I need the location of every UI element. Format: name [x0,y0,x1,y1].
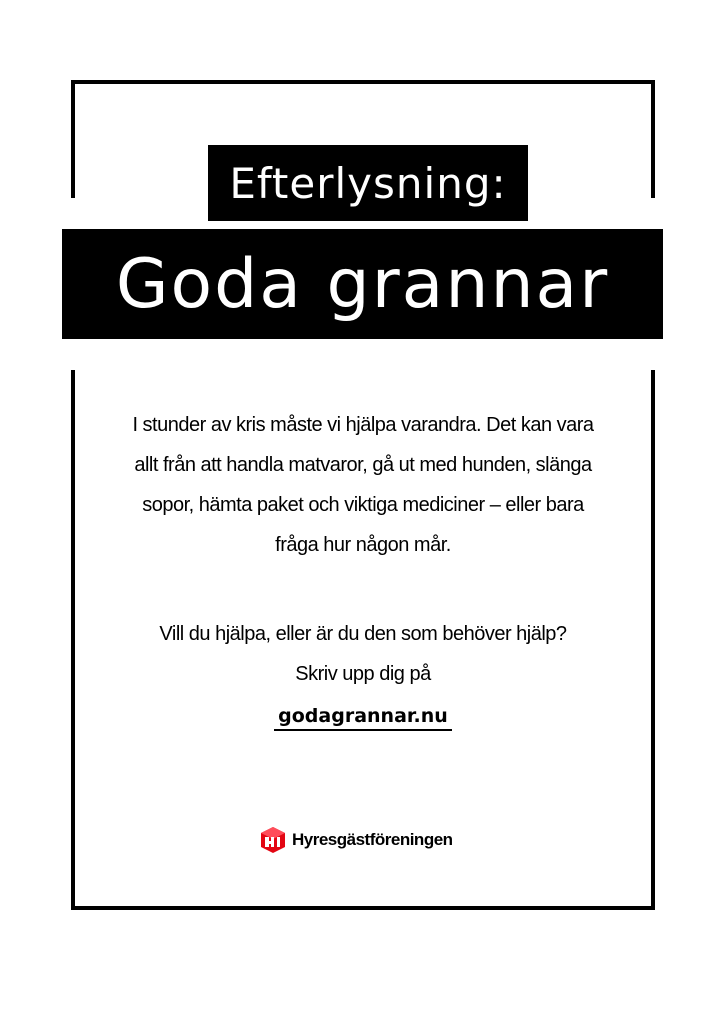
headline-label: Goda grannar [62,229,663,339]
frame-top-right [651,80,655,198]
frame-top-line [71,80,655,84]
frame-top-left [71,80,75,198]
body-line: sopor, hämta paket och viktiga mediciner – eller bara [142,494,584,516]
frame-left [71,370,75,910]
question-line: Skriv upp dig på [295,663,431,685]
body-line: allt från att handla matvaror, gå ut med hunden, slänga [134,454,592,476]
website-link-text[interactable]: godagrannar.nu [274,705,452,731]
body-paragraph [90,405,636,565]
logo-text: Hyresgästföreningen [292,830,453,849]
website-link[interactable] [240,700,486,732]
body-line: I stunder av kris måste vi hjälpa varandra. Det kan vara [132,414,594,436]
organization-logo [260,824,453,856]
question-paragraph [90,614,636,694]
house-logo-icon [260,826,286,854]
frame-right [651,370,655,910]
body-line: fråga hur någon mår. [275,534,451,556]
question-line: Vill du hjälpa, eller är du den som behöver hjälp? [159,623,567,645]
kicker-label: Efterlysning: [208,145,528,221]
frame-bottom-line [71,906,655,910]
